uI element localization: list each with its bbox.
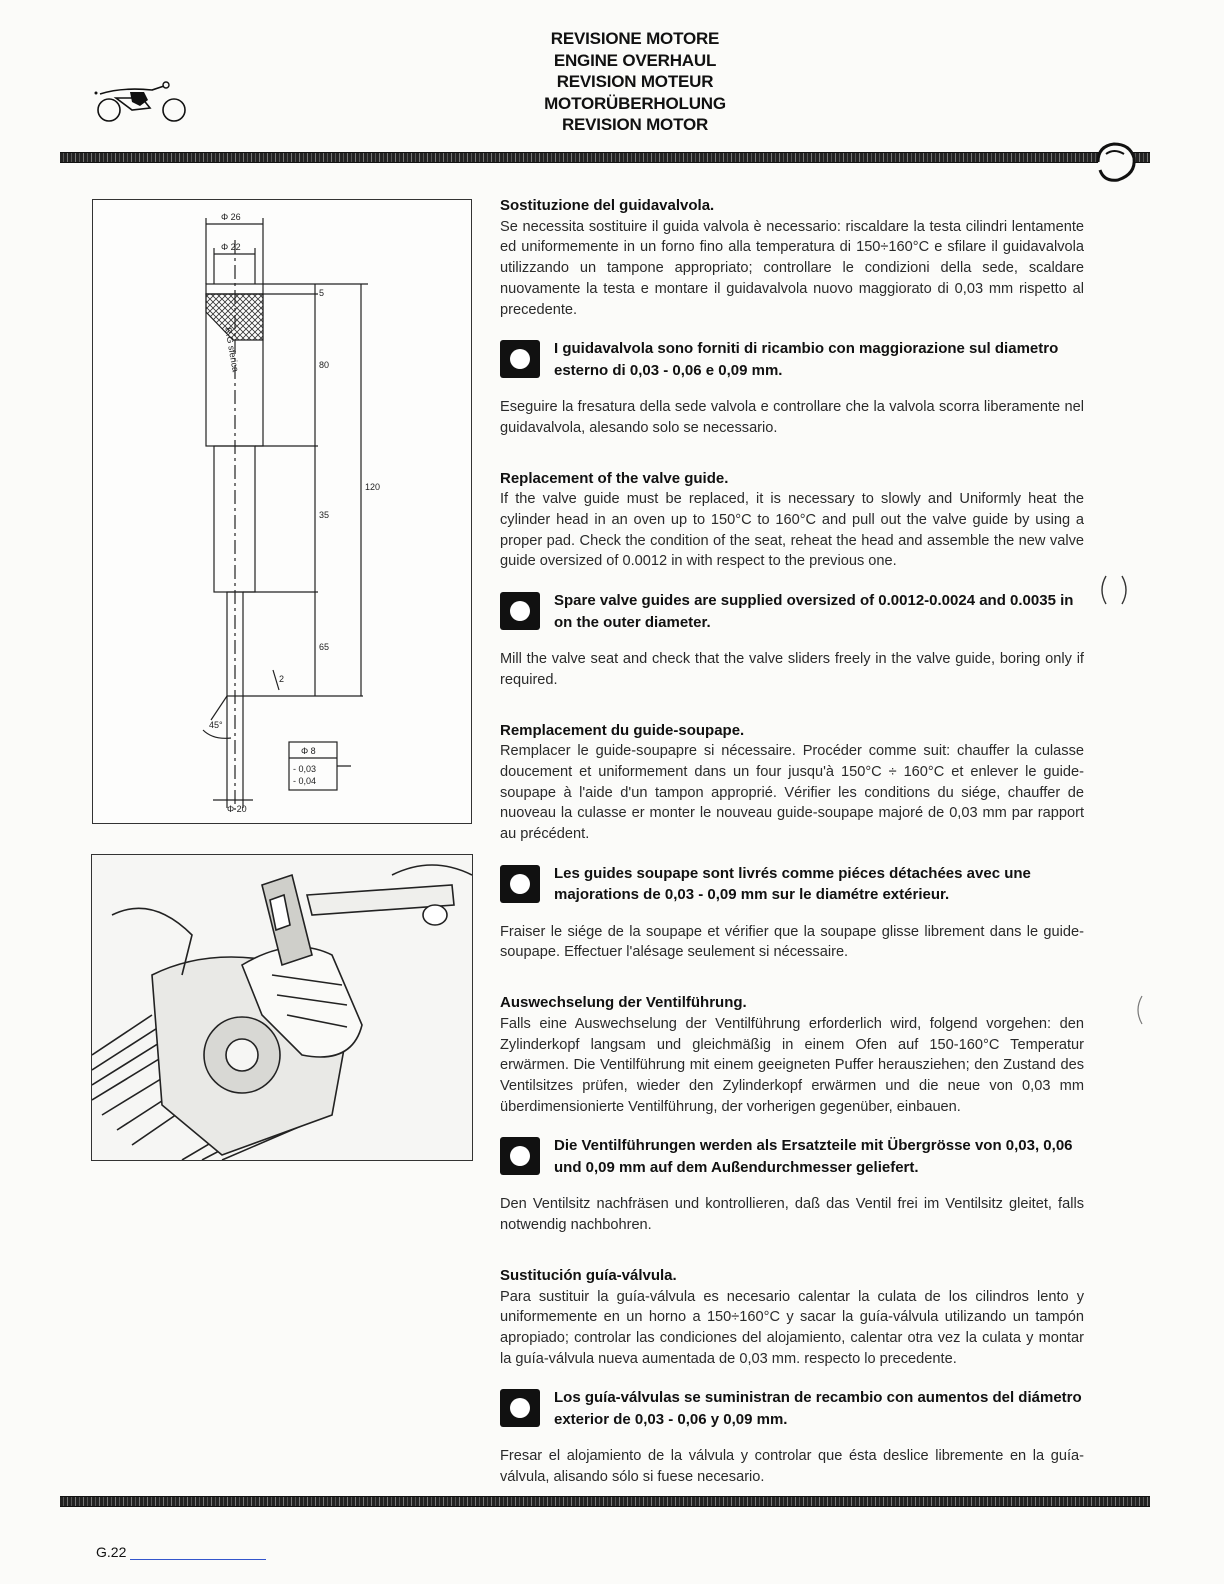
dim-5: 5 <box>319 288 325 298</box>
section-after: Fresar el alojamiento de la válvula y controlar que ésta deslice libremente en la guía-válvula, alisando sólo si fuese necesario. <box>500 1448 1084 1486</box>
ornament-icon <box>1092 140 1142 184</box>
dim-35: 35 <box>319 510 330 520</box>
note-text: Los guía-válvulas se suministran de recambio con aumentos del diámetro exterior de 0,03 - 0,06 y 0,09 mm. <box>554 1389 1082 1428</box>
section-fr <box>500 721 1084 964</box>
tol-lower: - 0,04 <box>293 776 317 786</box>
section-es <box>500 1266 1084 1488</box>
note-text: Die Ventilführungen werden als Ersatzteile mit Übergrösse von 0,03, 0,06 und 0,09 mm auf dem Außendurchmesser geliefert. <box>554 1137 1073 1176</box>
dim-top2: Φ 22 <box>221 242 241 252</box>
guide-removal-photo <box>91 854 473 1161</box>
dim-bottom: Φ 20 <box>227 804 247 814</box>
section-title: Replacement of the valve guide. <box>500 469 729 487</box>
tol-upper: - 0,03 <box>293 764 317 774</box>
page-number-underline <box>130 1559 266 1560</box>
header-line-fr: REVISION MOTEUR <box>556 72 714 91</box>
section-body: Falls eine Auswechselung der Ventilführung erforderlich wird, folgend vorgehen: den Zylinderkopf langsam und gleichmäßig in einem Ofen auf 150-160°C Temperatur erwärmen. Die Ventilführung mit einem geeigneten Puffer herausziehen; den Zustand des Ventilsitzes prüfen, wieder den Zylinderkopf erwärmen und die neue von 0,03 mm überdimensionierte Ventilführung, der vorherigen gegenüber, einbauen. <box>500 1015 1084 1115</box>
dim-angle: 45° <box>209 720 223 730</box>
motorcycle-logo-icon <box>92 78 192 124</box>
hammer-and-cylinder-head-illustration <box>92 855 472 1160</box>
dim-120: 120 <box>365 482 381 492</box>
note-icon <box>500 340 540 378</box>
section-body: Se necessita sostituire il guida valvola è necessario: riscaldare la testa cilindri lentamente ed uniformemente in un forno fino alla temperatura di 150÷160°C e sfilare il guidavalvola utilizzando un tampone appropriato; controllare le condizioni della sede, scaldare nuovamente la testa e montare il guidavalvola nuovo maggiorato di 0,03 mm rispetto al precedente. <box>500 218 1084 318</box>
note-icon <box>500 1137 540 1175</box>
section-it <box>500 196 1084 439</box>
tol-label: Φ 8 <box>301 746 316 756</box>
note-icon <box>500 1389 540 1427</box>
dim-top1: Φ 26 <box>221 212 241 222</box>
dim-65: 65 <box>319 642 330 652</box>
section-body: Para sustituir la guía-válvula es necesario calentar la culata de los cilindros lento y uniformemente en un horno a 150÷160°C y sacar la guía-válvula utilizando un tampón apropiado; controlar las condiciones del alojamiento, calentar otra vez la culata y montar la guía-válvula nueva aumentada de 0,03 mm. respecto lo precedente. <box>500 1288 1084 1367</box>
note-callout <box>500 590 1084 633</box>
binder-hole-mark-icon <box>1130 992 1150 1028</box>
note-icon <box>500 592 540 630</box>
note-callout <box>500 1135 1084 1178</box>
note-text: Spare valve guides are supplied oversized of 0.0012-0.0024 and 0.0035 in on the outer diameter. <box>554 592 1074 631</box>
header-line-de: MOTORÜBERHOLUNG <box>544 93 726 113</box>
section-title: Sostituzione del guidavalvola. <box>500 197 715 214</box>
section-body: Remplacer le guide-soupapre si nécessaire. Procéder comme suit: chauffer la culasse doucement et uniformement dans un four jusqu'à 150°C ÷ 160°C et enlever le guide-soupape à l'aide d'un tampon approprié. Vérifier les conditions du siége, chauffer de nuoveau la culasse er monter le nouveau guide-soupape majoré de 0,03 mm par rapport au précédent. <box>500 743 1084 843</box>
section-after: Fraiser le siége de la soupape et vérifier que la soupape glisse librement dans le guide-soupape. Effectuer l'alésage seulement si nécessaire. <box>500 923 1084 961</box>
header-rule <box>60 152 1150 163</box>
note-callout <box>500 1387 1084 1430</box>
header-line-en: ENGINE OVERHAUL <box>553 50 717 70</box>
page-number: G.22 <box>96 1544 127 1560</box>
dim-80: 80 <box>319 360 330 370</box>
dim-2: 2 <box>279 674 285 684</box>
section-after: Mill the valve seat and check that the valve sliders freely in the valve guide, boring only if required. <box>500 651 1084 688</box>
page-header <box>470 28 800 136</box>
note-callout <box>500 338 1084 381</box>
valve-guide-diagram <box>93 200 471 823</box>
section-after: Den Ventilsitz nachfräsen und kontrollieren, daß das Ventil frei im Ventilsitz gleitet, falls notwendig nachbohren. <box>500 1196 1084 1234</box>
note-icon <box>500 865 540 903</box>
section-de <box>500 993 1084 1236</box>
slant-label: R.G sferica <box>223 326 241 373</box>
header-line-es: REVISION MOTOR <box>561 115 709 134</box>
note-text: I guidavalvola sono forniti di ricambio con maggiorazione sul diametro esterno di 0,03 - 0,06 e 0,09 mm. <box>554 340 1059 379</box>
binder-hole-mark-icon <box>1094 572 1134 608</box>
section-after: Eseguire la fresatura della sede valvola e controllare che la valvola scorra liberamente nel guidavalvola, alesando solo se necessario. <box>500 399 1084 436</box>
note-text: Les guides soupape sont livrés comme piéces détachées avec une majorations de 0,03 - 0,09 mm sur le diamétre extérieur. <box>554 864 1031 904</box>
section-title: Sustitución guía-válvula. <box>500 1266 677 1284</box>
section-en <box>500 469 1084 691</box>
section-title: Auswechselung der Ventilführung. <box>500 994 747 1012</box>
instruction-text <box>500 196 1084 1506</box>
section-title: Remplacement du guide-soupape. <box>500 721 745 739</box>
valve-guide-drawing <box>92 199 472 824</box>
header-line-it: REVISIONE MOTORE <box>550 29 720 48</box>
note-callout <box>500 863 1084 906</box>
section-body: If the valve guide must be replaced, it is necessary to slowly and Uniformly heat the cylinder head in an oven up to 150°C to 160°C and pull out the valve guide by using a proper pad. Check the condition of the seat, reheat the head and assemble the new valve guide oversized of 0.0012 in with respect to the previous one. <box>500 491 1084 570</box>
